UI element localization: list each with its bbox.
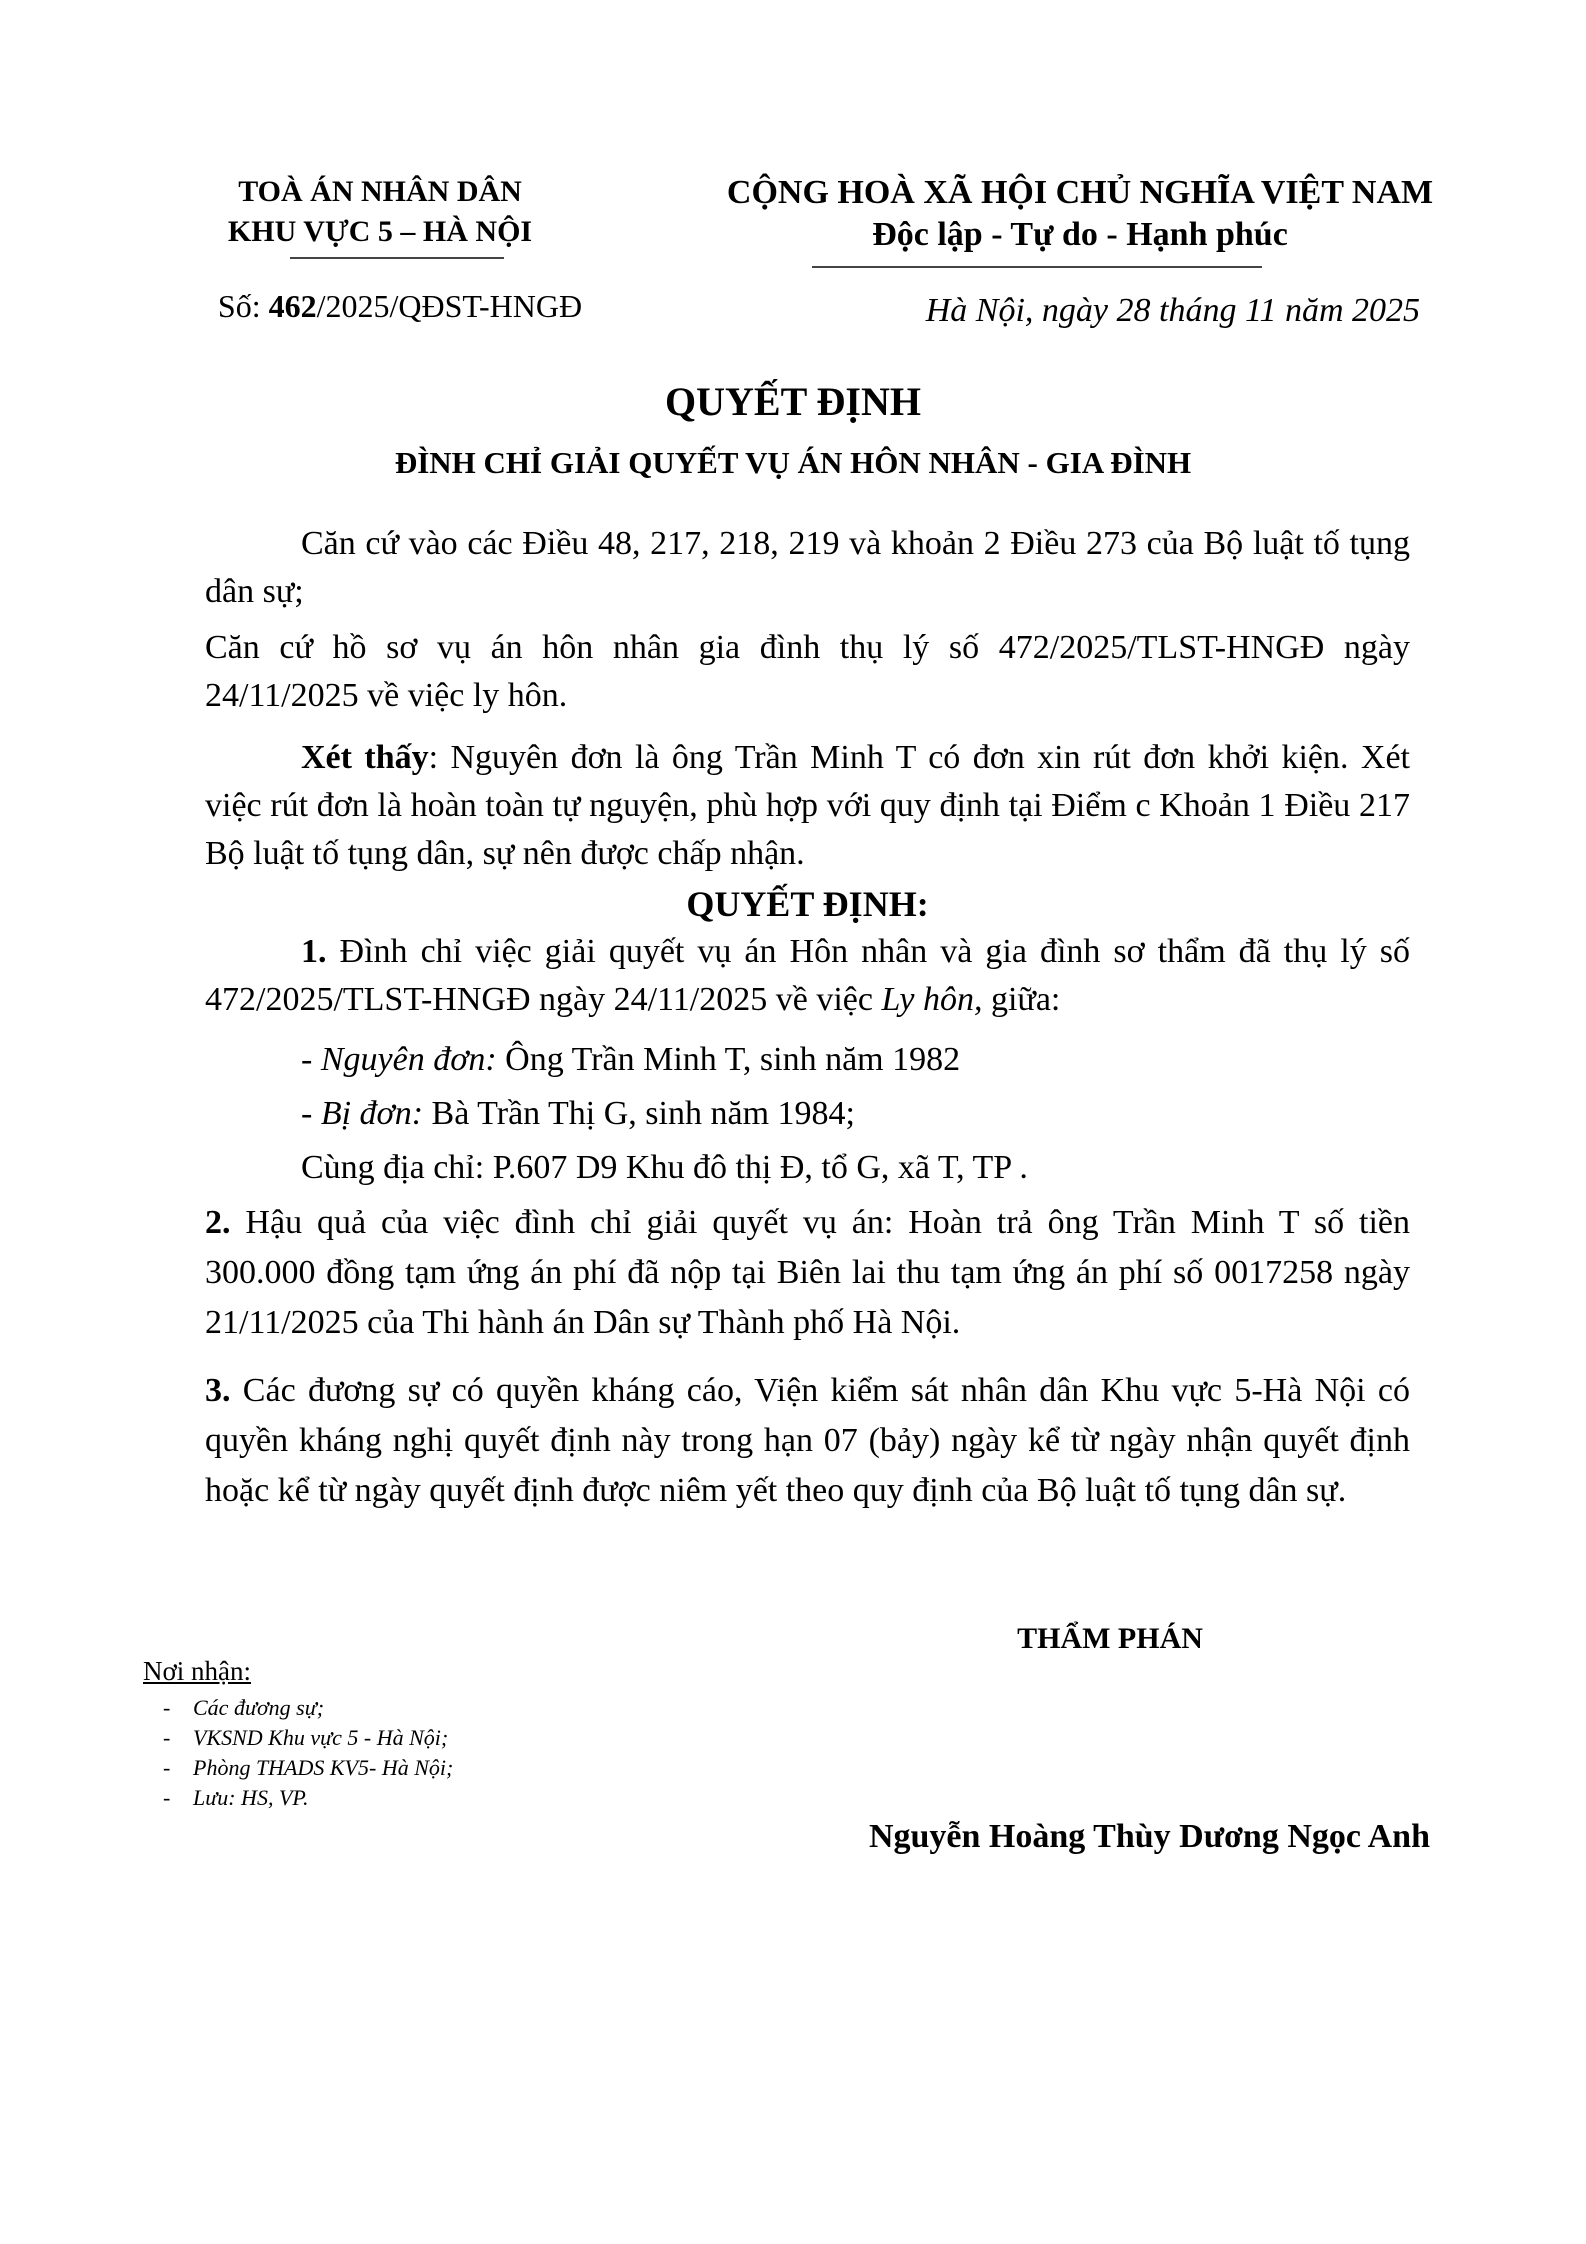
nation-name: CỘNG HOÀ XÃ HỘI CHỦ NGHĨA VIỆT NAM: [726, 174, 1434, 211]
address: Cùng địa chỉ: P.607 D9 Khu đô thị Đ, tổ G, xã T, TP .: [301, 1149, 1028, 1186]
judge-title: THẨM PHÁN: [1017, 1622, 1203, 1655]
recipient-dash: -: [163, 1785, 171, 1810]
decision-heading: QUYẾT ĐỊNH:: [686, 884, 929, 924]
recipient-item: [143, 1783, 703, 1813]
considering-paragraph: [205, 734, 1410, 878]
basis-paragraph-2: Căn cứ hồ sơ vụ án hôn nhân gia đình thụ lý số 472/2025/TLST-HNGĐ ngày 24/11/2025 về việc ly hôn.: [205, 629, 1410, 714]
decision-1-number: 1.: [301, 933, 327, 970]
decision-1-text-a: Đình chỉ việc giải quyết vụ án Hôn nhân và gia đình sơ thẩm đã thụ lý số 472/2025/TLST-HNGĐ ngày 24/11/2025 về việc: [205, 933, 1410, 1018]
recipient-text: Lưu: HS, VP.: [193, 1785, 309, 1810]
recipient-text: Các đương sự;: [193, 1695, 325, 1720]
plaintiff: - Nguyên đơn: Ông Trần Minh T, sinh năm 1982: [301, 1041, 961, 1078]
plaintiff-text: Ông Trần Minh T, sinh năm 1982: [496, 1041, 961, 1078]
motto: Độc lập - Tự do - Hạnh phúc: [872, 216, 1288, 253]
decision-1: [205, 928, 1410, 1192]
recipient-item: [143, 1693, 703, 1723]
decision-2: [205, 1198, 1410, 1348]
decision-1-case-type: Ly hôn,: [881, 981, 983, 1018]
recipient-item: [143, 1723, 703, 1753]
recipient-dash: -: [163, 1725, 171, 1750]
national-motto: [690, 172, 1470, 256]
defendant-text: Bà Trần Thị G, sinh năm 1984;: [423, 1095, 855, 1132]
place-date: Hà Nội, ngày 28 tháng 11 năm 2025: [925, 292, 1420, 329]
decision-2-number: 2.: [205, 1204, 231, 1241]
considering-label: Xét thấy: [301, 739, 429, 776]
court-name: [180, 172, 580, 252]
decision-3-text: [205, 1366, 1410, 1516]
decision-3-body: Các đương sự có quyền kháng cáo, Viện kiểm sát nhân dân Khu vực 5-Hà Nội có quyền kháng nghị quyết định này trong hạn 07 (bảy) ngày kể từ ngày nhận quyết định hoặc kể từ ngày quyết định được niêm yết theo quy định của Bộ luật tố tụng dân sự.: [205, 1372, 1410, 1509]
decision-1-text: [205, 928, 1410, 1024]
recipient-item: [143, 1753, 703, 1783]
decision-2-text: [205, 1198, 1410, 1348]
court-name-line1: TOÀ ÁN NHÂN DÂN: [238, 175, 522, 208]
decision-2-body: Hậu quả của việc đình chỉ giải quyết vụ án: Hoàn trả ông Trần Minh T số tiền 300.000 đồng tạm ứng án phí đã nộp tại Biên lai thu tạm ứng án phí số 0017258 ngày 21/11/2025 của Thi hành án Dân sự Thành phố Hà Nội.: [205, 1204, 1410, 1341]
recipient-text: VKSND Khu vực 5 - Hà Nội;: [193, 1725, 449, 1750]
recipient-dash: -: [163, 1695, 171, 1720]
number-prefix: Số:: [217, 288, 269, 324]
court-name-line2: KHU VỰC 5 – HÀ NỘI: [227, 215, 533, 248]
recipients-label: Nơi nhận:: [143, 1656, 252, 1686]
recipients: [143, 1656, 703, 1813]
defendant: - Bị đơn: Bà Trần Thị G, sinh năm 1984;: [301, 1095, 855, 1132]
decision-number: [180, 288, 620, 325]
document-title: QUYẾT ĐỊNH: [665, 379, 921, 424]
document-subtitle: ĐÌNH CHỈ GIẢI QUYẾT VỤ ÁN HÔN NHÂN - GIA ĐÌNH: [394, 445, 1192, 480]
decision-1-text-b: giữa:: [982, 981, 1061, 1018]
recipient-text: Phòng THADS KV5- Hà Nội;: [193, 1755, 454, 1780]
decision-3-number: 3.: [205, 1372, 231, 1409]
decision-3: [205, 1366, 1410, 1516]
recipient-dash: -: [163, 1755, 171, 1780]
court-underline: [290, 257, 504, 259]
considering-text: : Nguyên đơn là ông Trần Minh T có đơn xin rút đơn khởi kiện. Xét việc rút đơn là hoàn toàn tự nguyện, phù hợp với quy định tại Điểm c Khoản 1 Điều 217 Bộ luật tố tụng dân, sự nên được chấp nhận.: [205, 739, 1410, 872]
basis-section: [205, 520, 1410, 878]
plaintiff-label: Nguyên đơn:: [320, 1041, 497, 1078]
number-bold: 462: [268, 288, 317, 324]
defendant-label: Bị đơn:: [320, 1095, 424, 1132]
basis-paragraph-1: Căn cứ vào các Điều 48, 217, 218, 219 và khoản 2 Điều 273 của Bộ luật tố tụng dân sự;: [205, 525, 1410, 610]
judge-name: Nguyễn Hoàng Thùy Dương Ngọc Anh: [868, 1818, 1430, 1855]
number-suffix: /2025/QĐST-HNGĐ: [316, 288, 583, 324]
motto-underline: [812, 266, 1262, 268]
